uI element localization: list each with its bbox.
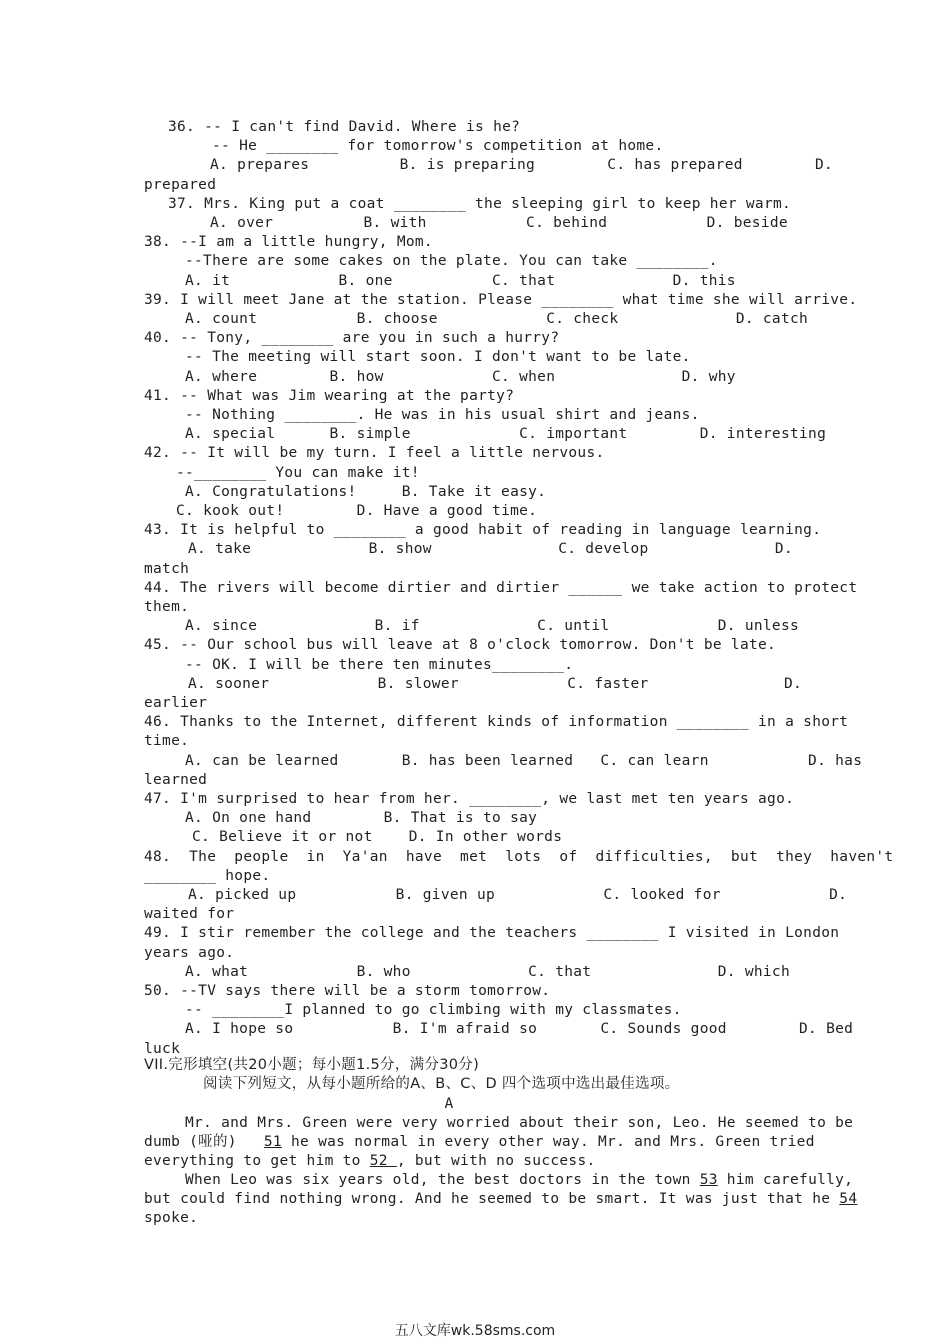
question-line: luck bbox=[144, 1040, 181, 1057]
question-line: 42. -- It will be my turn. I feel a little nervous. bbox=[144, 445, 605, 462]
question-line: C. kook out! D. Have a good time. bbox=[176, 503, 538, 519]
question-line: A. picked up B. given up C. looked for D. bbox=[188, 887, 848, 903]
question-line: A. count B. choose C. check D. catch bbox=[185, 311, 809, 327]
question-line: waited for bbox=[144, 906, 235, 923]
question-line: years ago. bbox=[144, 944, 235, 961]
question-line: 37. Mrs. King put a coat ________ the sleeping girl to keep her warm. bbox=[168, 195, 792, 212]
passage-line: When Leo was six years old, the best doctors in the town 53 him carefully, bbox=[185, 1172, 854, 1188]
passage-line: spoke. bbox=[144, 1210, 199, 1226]
question-line: ________ hope. bbox=[144, 867, 271, 884]
passage-line: dumb (哑的) 51 he was normal in every other way. Mr. and Mrs. Green tried bbox=[144, 1134, 815, 1150]
question-line: A. where B. how C. when D. why bbox=[185, 368, 736, 385]
question-line: A. Congratulations! B. Take it easy. bbox=[185, 483, 547, 500]
question-line: 44. The rivers will become dirtier and dirtier ______ we take action to protect bbox=[144, 579, 858, 596]
question-line: A. prepares B. is preparing C. has prepared D. bbox=[210, 157, 834, 174]
blank-51: 51 bbox=[263, 1134, 282, 1150]
question-line: --________ You can make it! bbox=[176, 464, 420, 481]
question-line: 46. Thanks to the Internet, different kinds of information ________ in a short bbox=[144, 714, 849, 731]
question-line: time. bbox=[144, 733, 190, 750]
blank-54: 54 bbox=[839, 1191, 858, 1207]
question-line: 38. --I am a little hungry, Mom. bbox=[144, 234, 433, 251]
question-line: earlier bbox=[144, 695, 208, 711]
passage-line: Mr. and Mrs. Green were very worried about their son, Leo. He seemed to be bbox=[185, 1115, 854, 1131]
question-line: match bbox=[144, 560, 190, 577]
question-line: A. On one hand B. That is to say bbox=[185, 810, 538, 827]
question-line: -- The meeting will start soon. I don't want to be late. bbox=[185, 349, 691, 366]
question-line: prepared bbox=[144, 176, 217, 193]
passage-line: but could find nothing wrong. And he seemed to be smart. It was just that he 54 bbox=[144, 1191, 858, 1207]
question-line: learned bbox=[144, 771, 208, 788]
question-line: 49. I stir remember the college and the teachers ________ I visited in London bbox=[144, 925, 840, 942]
question-line: 50. --TV says there will be a storm tomorrow. bbox=[144, 983, 551, 999]
question-line: A. I hope so B. I'm afraid so C. Sounds good D. Bed bbox=[185, 1021, 854, 1038]
question-line: 47. I'm surprised to hear from her. ________, we last met ten years ago. bbox=[144, 791, 795, 807]
question-line: A. over B. with C. behind D. beside bbox=[210, 215, 788, 231]
question-line: -- ________I planned to go climbing with my classmates. bbox=[185, 1002, 682, 1019]
question-line: 40. -- Tony, ________ are you in such a hurry? bbox=[144, 330, 560, 347]
question-line: -- OK. I will be there ten minutes________. bbox=[185, 656, 574, 673]
question-line: them. bbox=[144, 599, 190, 615]
question-line: A. sooner B. slower C. faster D. bbox=[188, 675, 803, 692]
section-instruction: 阅读下列短文，从每小题所给的A、B、C、D 四个选项中选出最佳选项。 bbox=[203, 1076, 680, 1092]
question-line: 36. -- I can't find David. Where is he? bbox=[168, 119, 521, 135]
question-line: -- He ________ for tomorrow's competition at home. bbox=[212, 138, 664, 155]
question-line: A. what B. who C. that D. which bbox=[185, 963, 790, 980]
question-line: 43. It is helpful to ________ a good habit of reading in language learning. bbox=[144, 522, 822, 539]
question-line: 39. I will meet Jane at the station. Please ________ what time she will arrive. bbox=[144, 291, 858, 308]
question-line: 48. The people in Ya'an have met lots of difficulties, but they haven't bbox=[144, 848, 894, 865]
question-line: --There are some cakes on the plate. You can take ________. bbox=[185, 253, 718, 270]
passage-label: A bbox=[444, 1096, 454, 1112]
blank-53: 53 bbox=[699, 1172, 718, 1188]
question-line: 45. -- Our school bus will leave at 8 o'clock tomorrow. Don't be late. bbox=[144, 637, 777, 654]
question-line: A. it B. one C. that D. this bbox=[185, 272, 736, 289]
section-heading: VII.完形填空(共20小题；每小题1.5分，满分30分) bbox=[144, 1057, 480, 1073]
passage-line: everything to get him to 52 , but with no success. bbox=[144, 1153, 596, 1169]
question-line: C. Believe it or not D. In other words bbox=[192, 829, 563, 846]
question-line: A. can be learned B. has been learned C. can learn D. has bbox=[185, 752, 863, 769]
footer-watermark: 五八文库wk.58sms.com bbox=[394, 1323, 556, 1339]
question-line: A. take B. show C. develop D. bbox=[188, 541, 793, 558]
question-line: A. since B. if C. until D. unless bbox=[185, 618, 800, 635]
question-line: -- Nothing ________. He was in his usual shirt and jeans. bbox=[185, 407, 700, 423]
question-line: 41. -- What was Jim wearing at the party? bbox=[144, 387, 515, 404]
question-line: A. special B. simple C. important D. interesting bbox=[185, 426, 827, 443]
blank-52: 52 bbox=[369, 1153, 397, 1169]
